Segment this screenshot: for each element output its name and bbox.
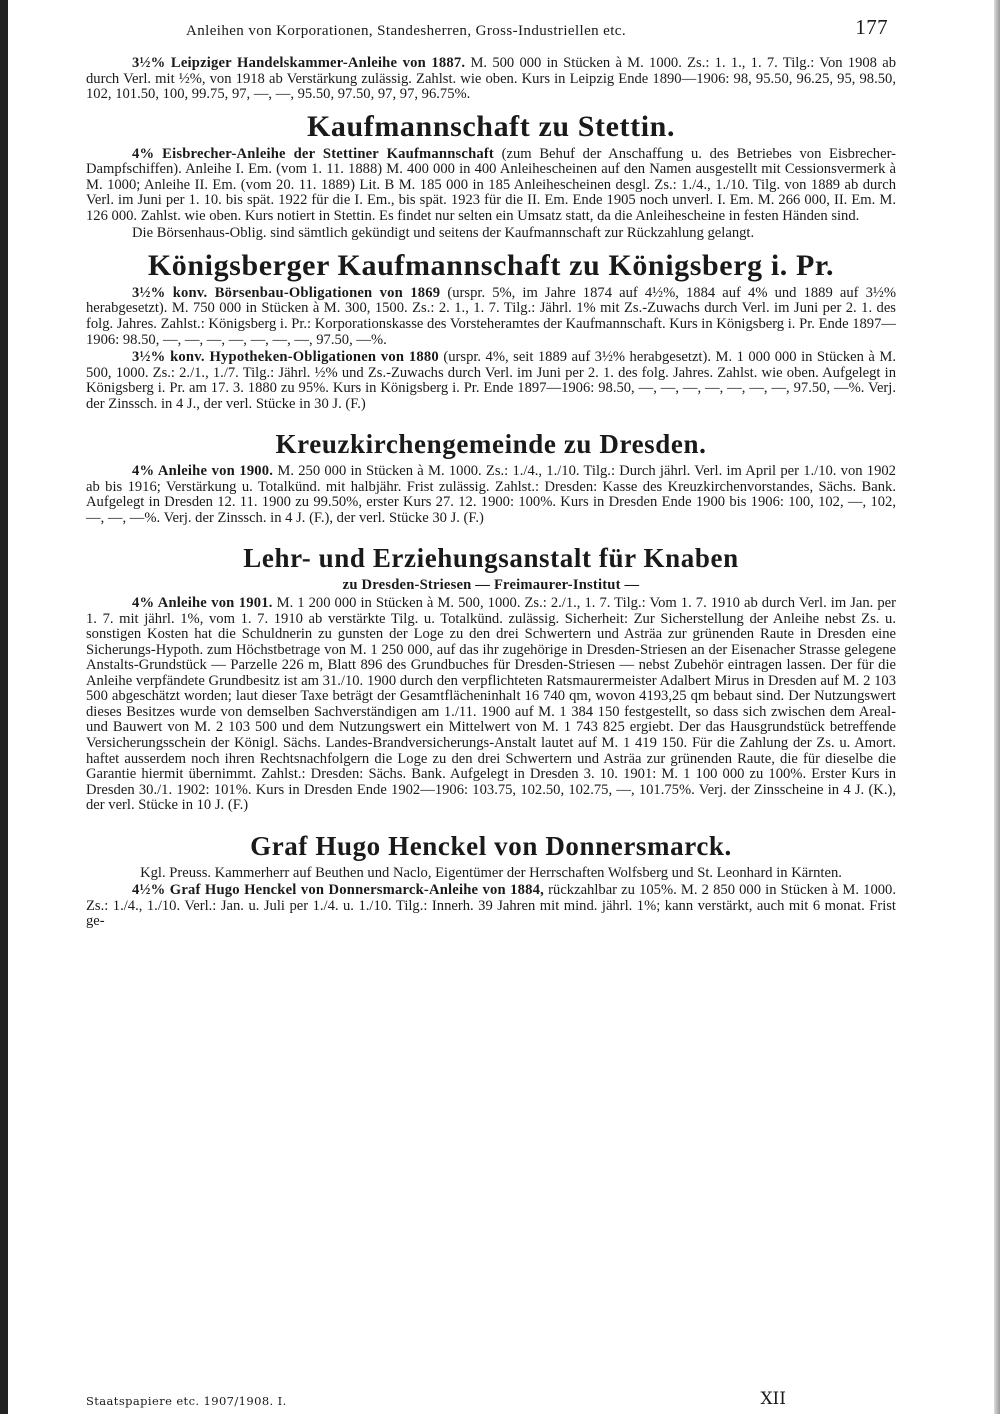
- entry-lead: 3½% konv. Hypotheken-Obligationen von 1880: [132, 349, 439, 366]
- section-subtitle: Kgl. Preuss. Kammerherr auf Beuthen und Naclo, Eigentümer der Herrschaften Wolfsberg und St. Leonhard in Kärnten.: [140, 864, 842, 881]
- section-henckel: [86, 830, 896, 930]
- entry-text: M. 250 000 in Stücken à M. 1000. Zs.: 1./4., 1./10. Tilg.: Durch jährl. Verl. im April per 1./10. von 1902 ab bis 1916; Verstärkung u. Totalkünd. mit halbjähr. Frist zulässig. Zahlst.: Dresden: Kasse des Kreuzkirchenvorstandes, Sächs. Bank. Aufgelegt in Dresden 12. 11. 1900 zu 99.50%, erster Kurs 27. 12. 1900: 100%. Kurs in Dresden Ende 1900 bis 1906: 100, 102, —, 102, —, —, —%. Verj. der Zinssch. in 4 J. (F.), der verl. Stücke 30 J. (F.): [86, 463, 896, 526]
- section-leipzig: [86, 56, 896, 103]
- entry-text: M. 1 200 000 in Stücken à M. 500, 1000. Zs.: 2./1., 1. 7. Tilg.: Vom 1. 7. 1910 ab durch Verl. im Jan. per 1. 7. mit jährl. 1%, vom 1. 7. 1910 ab verstärkte Tilg. u. Totalkünd. zulässig. Sicherheit: Zur Sicherstellung der Anleihe nebst Zs. u. sonstigen Kosten hat die Schuldnerin zu gunsten der Loge zu den drei Schwertern und Asträa zur grünenden Raute in Dresden eine Sicherungs-Hypoth. zum Höchstbetrage von M. 1 250 000, auf das ihr zugehörige in Dresden-Striesen an der Eisenacher Strasse gelegene Anstalts-Grundstück — Parzelle 226 m, Blatt 896 des Grundbuches für Dresden-Striesen — nebst Zubehör eintragen lassen. Der für die Anleihe verpfändete Grundbesitz ist am 31./10. 1900 durch den verpflichteten Ratsmaurermeister Adalbert Mirus in Dresden auf M. 2 103 500 abgeschätzt worden; laut dieser Taxe beträgt der Gesamtflächeninhalt 16 740 qm, wovon 4193,25 qm bebaut sind. Der Nutzungswert dieses Besitzes wurde von demselben Sachverständigen am 1./11. 1900 auf M. 1 384 150 festgestellt, so dass sich zwischen dem Areal- und Bauwert von M. 2 103 500 und dem Nutzungswert ein Mittelwert von M. 1 743 825 ergiebt. Der das Hausgrundstück betreffende Versicherungsschein der Königl. Sächs. Landes-Brandversicherungs-Anstalt lautet auf M. 1 419 150. Für die Zahlung der Zs. u. Amort. haftet ausserdem noch ihren Rechtsnachfolgern die Loge zu den drei Schwertern und Asträa zur grünenden Raute, die für dieselbe die Garantie hiermit übernimmt. Zahlst.: Dresden: Sächs. Bank. Aufgelegt in Dresden 3. 10. 1901: M. 1 100 000 zu 100%. Erster Kurs in Dresden 30./1. 1902: 101%. Kurs in Dresden Ende 1902—1906: 103.75, 102.50, 102.75, —, 101.75%. Verj. der Zinsscheine in 4 J. (K.), der verl. Stücke in 10 J. (F.): [86, 595, 896, 814]
- entry-paragraph: [86, 286, 896, 348]
- entry-paragraph: [86, 226, 896, 242]
- section-title: Kaufmannschaft zu Stettin.: [306, 109, 676, 143]
- entry-lead: 4% Eisbrecher-Anleihe der Stettiner Kaufmannschaft: [132, 145, 494, 162]
- scan-edge-shadow: [994, 0, 1000, 1414]
- entry-paragraph: [86, 596, 896, 814]
- section-stettin: [86, 111, 896, 242]
- section-koenigsberg: [86, 250, 896, 412]
- entry-paragraph: [86, 464, 896, 526]
- entry-paragraph: [86, 883, 896, 930]
- spacer: [86, 414, 896, 420]
- scan-edge: [0, 0, 8, 1414]
- section-title: Königsberger Kaufmannschaft zu Königsberg i. Pr.: [147, 248, 835, 282]
- entry-lead: 4% Anleihe von 1900.: [132, 463, 274, 480]
- spacer: [86, 816, 896, 822]
- entry-text: Die Börsenhaus-Oblig. sind sämtlich gekündigt und seitens der Kaufmannschaft zur Rückzahlung gelangt.: [132, 225, 755, 242]
- entry-text: M. 500 000 in Stücken à M. 1000. Zs.: 1. 1., 1. 7. Tilg.: Von 1908 ab durch Verl. mit ½%, von 1918 ab Verstärkung zulässig. Zahlst. wie oben. Kurs in Leipzig Ende 1890—1906: 98, 95.50, 96.25, 95, 98.50, 102, 101.50, 100, 99.75, 97, —, —, 95.50, 97.50, 97, 97, 96.75%.: [86, 55, 896, 103]
- entry-text: rückzahlbar zu 105%. M. 2 850 000 in Stücken à M. 1000. Zs.: 1./4., 1./10. Verl.: Jan. u. Juli per 1./4. u. 1./10. Tilg.: Innerh. 39 Jahren mit mind. jährl. 1%; kann verstärkt, auch mit 6 monat. Frist ge-: [86, 882, 897, 930]
- footer-sheet-number: XII: [760, 1389, 786, 1409]
- entry-text: (zum Behuf der Anschaffung u. des Betriebes von Eisbrecher-Dampfschiffen). Anleihe I. Em. (vom 1. 11. 1888) M. 400 000 in 400 Anleihescheinen auf den Namen ausgestellt mit Cessionsvermerk à M. 1000; Anleihe II. Em. (vom 20. 11. 1889) Lit. B M. 185 000 in 185 Anleihescheinen desgl. Zs.: 1./4., 1./10. Tilg. von 1889 ab durch Verl. im Juni per 1. 10. bis spät. 1922 für die I. Em., bis spät. 1923 für die II. Em. Ende 1905 noch unverl. I. Em. M. 266 000, II. Em. M. 126 000. Zahlst. wie oben. Kurs notiert in Stettin. Es findet nur selten ein Umsatz statt, da die Anleihescheine in festen Händen sind.: [86, 145, 896, 224]
- section-title: Kreuzkirchengemeinde zu Dresden.: [275, 429, 707, 460]
- entry-lead: 3½% konv. Börsenbau-Obligationen von 1869: [132, 284, 441, 301]
- entry-text: (urspr. 5%, im Jahre 1874 auf 4½%, 1884 auf 4% und 1889 auf 3½% herabgesetzt). M. 750 000 in Stücken à M. 300, 1500. Zs.: 2. 1., 1. 7. Tilg.: Jährl. 1% mit Zs.-Zuwachs durch Verl. im Juni per 2. 1. des folg. Jahres. Zahlst.: Königsberg i. Pr.: Korporationskasse des Vorsteheramtes der Kaufmannschaft. Kurs in Königsberg i. Pr. Ende 1897—1906: 98.50, —, —, —, —, —, —, —, 97.50, —%.: [86, 284, 897, 348]
- running-title: Anleihen von Korporationen, Standesherren, Gross-Industriellen etc.: [186, 23, 627, 39]
- entry-paragraph: [86, 56, 896, 103]
- section-title: Graf Hugo Henckel von Donnersmarck.: [250, 830, 732, 861]
- section-erziehungsanstalt: [86, 542, 896, 813]
- entry-text: (urspr. 4%, seit 1889 auf 3½% herabgesetzt). M. 1 000 000 in Stücken à M. 500, 1000. Zs.: 2./1., 1./7. Tilg.: Jährl. ½% und Zs.-Zuwachs durch Verl. im Juni per 2. 1. des folg. Jahres. Zahlst. wie oben. Aufgelegt in Königsberg i. Pr. am 17. 3. 1880 zu 95%. Kurs in Königsberg i. Pr. Ende 1897—1906: 98.50, —, —, —, —, —, —, —, 97.50, —%. Verj. der Zinssch. in 4 J., der verl. Stücke in 30 J. (F.): [86, 349, 896, 412]
- page-footer: [86, 1389, 896, 1410]
- section-kreuzkirche: [86, 428, 896, 526]
- section-title: Lehr- und Erziehungsanstalt für Knaben: [243, 543, 739, 574]
- entry-lead: 3½% Leipziger Handelskammer-Anleihe von 1887.: [132, 55, 466, 71]
- running-head: [86, 15, 896, 46]
- entry-paragraph: [86, 147, 896, 225]
- footer-signature: Staatspapiere etc. 1907/1908. I.: [86, 1394, 287, 1408]
- section-subtitle: zu Dresden-Striesen — Freimaurer-Institut —: [342, 577, 640, 594]
- entry-lead: 4% Anleihe von 1901.: [132, 595, 273, 612]
- spacer: [86, 528, 896, 534]
- page-number: 177: [855, 15, 888, 39]
- entry-paragraph: [86, 350, 896, 412]
- page-content: [86, 15, 897, 932]
- entry-lead: 4½% Graf Hugo Henckel von Donnersmarck-Anleihe von 1884,: [132, 882, 545, 899]
